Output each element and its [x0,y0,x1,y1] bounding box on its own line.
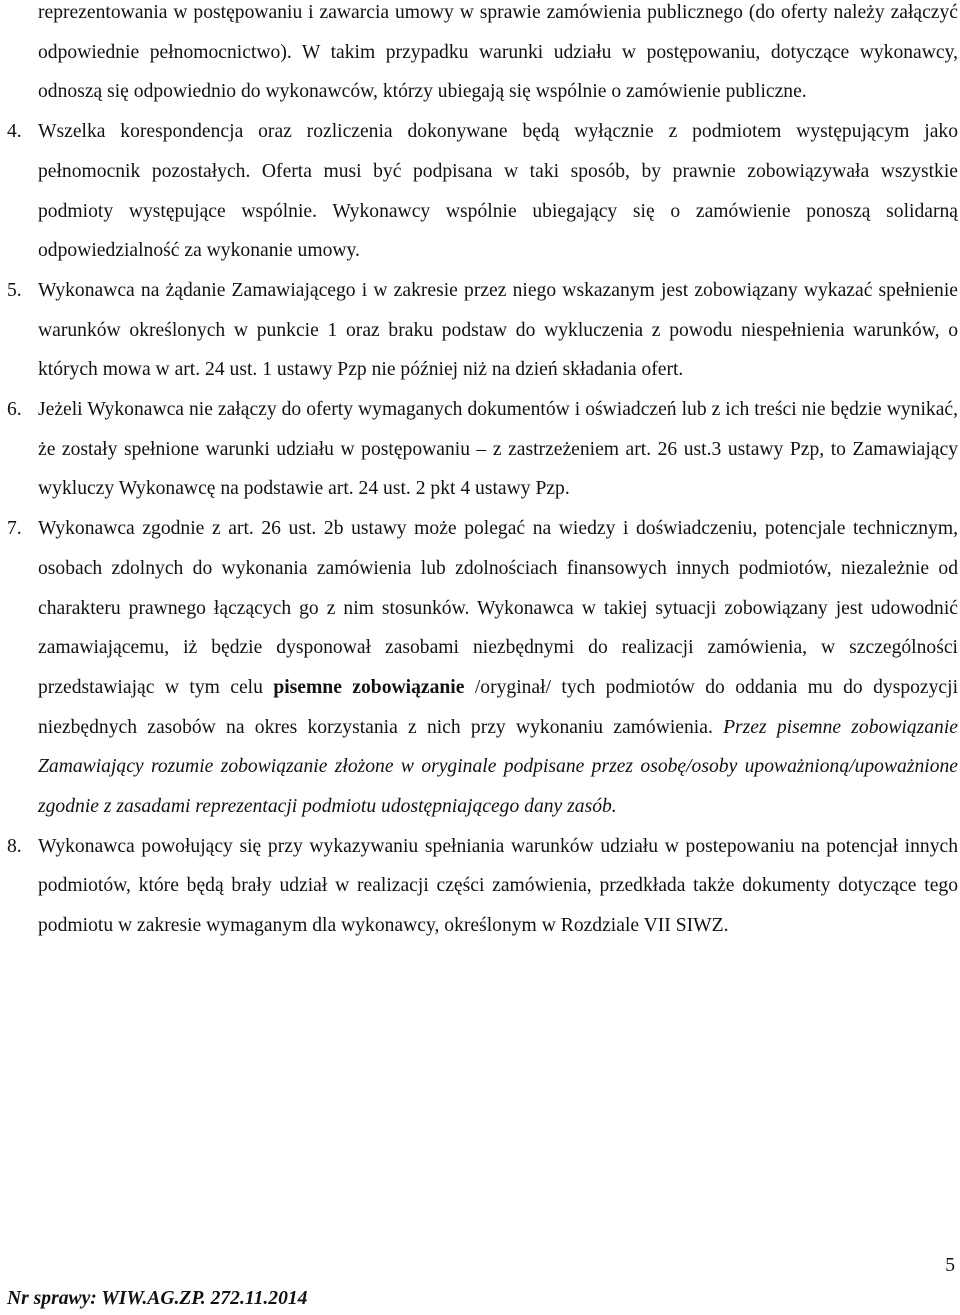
list-item-number: 7. [7,518,22,540]
list-item-7 [7,509,958,827]
list-item-text: Wykonawca powołujący się przy wykazywaniu spełniania warunków udziału w postepowaniu na potencjał innych podmiotów, które będą brały udział w realizacji części zamówienia, przedkłada także dokumenty dotyczące tego podmiotu w zakresie wymaganym dla wykonawcy, określonym w Rozdziale VII SIWZ. [38,835,958,937]
italic-definition-text: Przez pisemne zobowiązanie Zamawiający rozumie zobowiązanie złożone w oryginale podpisane przez osobę/osoby upoważnioną/upoważnione zgodnie z zasadami reprezentacji podmiotu udostępniającego dany zasób. [38,716,958,818]
list-item-5 [7,271,958,390]
document-body [7,0,958,946]
list-item-4 [7,112,958,271]
list-item-6 [7,390,958,509]
list-item-number: 4. [7,121,22,143]
list-item-text-continued: /oryginał/ tych podmiotów do oddania mu do dyspozycji niezbędnych zasobów na okres korzystania z nich przy wykonaniu zamówienia. [38,676,959,738]
list-item-text: Wszelka korespondencja oraz rozliczenia dokonywane będą wyłącznie z podmiotem występującym jako pełnomocnik pozostałych. Oferta musi być podpisana w taki sposób, by prawnie zobowiązywała wszystkie podmioty występujące wspólnie. Wykonawcy wspólnie ubiegający się o zamówienie ponoszą solidarną odpowiedzialność za wykonanie umowy. [38,121,958,262]
list-item-number: 5. [7,279,22,301]
footer-case-number: Nr sprawy: WIW.AG.ZP. 272.11.2014 [7,1288,308,1309]
intro-paragraph: reprezentowania w postępowaniu i zawarcia umowy w sprawie zamówienia publicznego (do oferty należy załączyć odpowiednie pełnomocnictwo). W takim przypadku warunki udziału w postępowaniu, dotyczące wykonawcy, odnoszą się odpowiednio do wykonawców, którzy ubiegają się wspólnie o zamówienie publiczne. [38,2,958,103]
list-item-number: 6. [7,399,22,421]
list-item-number: 8. [7,835,22,857]
list-item-8 [7,827,958,946]
list-item-text: Wykonawca na żądanie Zamawiającego i w zakresie przez niego wskazanym jest zobowiązany wykazać spełnienie warunków określonych w punkcie 1 oraz braku podstaw do wykluczenia z powodu niespełnienia warunków, o których mowa w art. 24 ust. 1 ustawy Pzp nie później niż na dzień składania ofert. [38,279,958,381]
page-number: 5 [945,1255,955,1276]
bold-emphasis-text: pisemne zobowiązanie [273,676,465,698]
list-item-text: Jeżeli Wykonawca nie załączy do oferty wymaganych dokumentów i oświadczeń lub z ich treści nie będzie wynikać, że zostały spełnione warunki udziału w postępowaniu – z zastrzeżeniem art. 26 ust.3 ustawy Pzp, to Zamawiający wykluczy Wykonawcę na podstawie art. 24 ust. 2 pkt 4 ustawy Pzp. [38,399,958,500]
list-item-text: Wykonawca zgodnie z art. 26 ust. 2b ustawy może polegać na wiedzy i doświadczeniu, potencjale technicznym, osobach zdolnych do wykonania zamówienia lub zdolnościach finansowych innych podmiotów, niezależnie od charakteru prawnego łączących go z nim stosunków. Wykonawca w takiej sytuacji zobowiązany jest udowodnić zamawiającemu, iż będzie dysponował zasobami niezbędnymi do realizacji zamówienia, w szczególności przedstawiając w tym celu [38,518,958,698]
